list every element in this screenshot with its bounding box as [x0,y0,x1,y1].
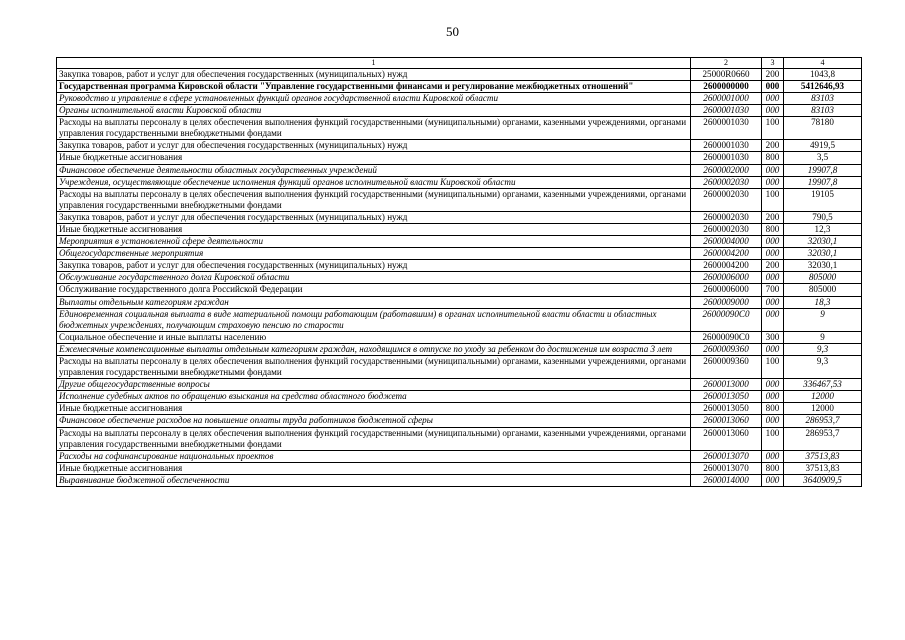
row-type-cell: 000 [762,80,784,92]
row-name-cell: Расходы на выплаты персоналу в целях обеспечения выполнения функций государственными (муниципальными) органами, казенными учреждениями, органами управления государственными внебюджетными фондами [57,117,691,140]
row-amount-cell: 12,3 [784,223,862,235]
row-type-cell: 100 [762,188,784,211]
row-type-cell: 200 [762,140,784,152]
row-amount-cell: 78180 [784,117,862,140]
row-name-cell: Единовременная социальная выплата в виде материальной помощи работающим (работавшим) в органах исполнительной власти области и областных бюджетных учреждениях, получающим страховую пенсию по старости [57,308,691,331]
row-amount-cell: 5412646,93 [784,80,862,92]
row-code-cell: 2600000000 [691,80,762,92]
row-amount-cell: 286953,7 [784,415,862,427]
row-name-cell: Органы исполнительной власти Кировской области [57,105,691,117]
row-amount-cell: 9,3 [784,356,862,379]
table-row [57,379,862,391]
header-cell-name: 1 [57,58,691,69]
table-row [57,260,862,272]
row-amount-cell: 3640909,5 [784,474,862,486]
row-amount-cell: 790,5 [784,211,862,223]
row-code-cell: 26000090С0 [691,308,762,331]
row-amount-cell: 805000 [784,284,862,296]
table-row [57,474,862,486]
row-type-cell: 000 [762,236,784,248]
row-code-cell: 25000R0660 [691,68,762,80]
row-type-cell: 000 [762,105,784,117]
table-row [57,92,862,104]
row-amount-cell: 32030,1 [784,236,862,248]
row-name-cell: Обслуживание государственного долга Кировской области [57,272,691,284]
table-row [57,105,862,117]
table-row [57,415,862,427]
table-row [57,117,862,140]
table-row [57,140,862,152]
page-number: 50 [446,24,459,39]
row-type-cell: 800 [762,403,784,415]
row-name-cell: Другие общегосударственные вопросы [57,379,691,391]
row-code-cell: 2600006000 [691,272,762,284]
budget-table-body [57,58,862,487]
row-amount-cell: 37513,83 [784,450,862,462]
row-code-cell: 2600004200 [691,260,762,272]
row-code-cell: 2600002030 [691,223,762,235]
row-type-cell: 000 [762,272,784,284]
row-code-cell: 2600004000 [691,236,762,248]
row-type-cell: 300 [762,331,784,343]
row-type-cell: 000 [762,474,784,486]
row-amount-cell: 286953,7 [784,427,862,450]
table-header-row [57,58,862,69]
table-row [57,223,862,235]
row-code-cell: 2600004200 [691,248,762,260]
table-row [57,248,862,260]
row-amount-cell: 37513,83 [784,462,862,474]
row-name-cell: Закупка товаров, работ и услуг для обеспечения государственных (муниципальных) нужд [57,260,691,272]
row-name-cell: Исполнение судебных актов по обращению взыскания на средства областного бюджета [57,391,691,403]
row-type-cell: 000 [762,176,784,188]
row-amount-cell: 1043,8 [784,68,862,80]
row-code-cell: 2600001030 [691,140,762,152]
row-code-cell: 2600013070 [691,450,762,462]
row-type-cell: 200 [762,68,784,80]
row-type-cell: 800 [762,152,784,164]
table-row [57,343,862,355]
table-row [57,68,862,80]
row-code-cell: 2600009360 [691,343,762,355]
table-row [57,403,862,415]
table-row [57,356,862,379]
row-name-cell: Иные бюджетные ассигнования [57,152,691,164]
row-name-cell: Выравнивание бюджетной обеспеченности [57,474,691,486]
row-name-cell: Расходы на выплаты персоналу в целях обеспечения выполнения функций государственными (муниципальными) органами, казенными учреждениями, органами управления государственными внебюджетными фондами [57,188,691,211]
row-type-cell: 000 [762,248,784,260]
row-code-cell: 2600006000 [691,284,762,296]
row-type-cell: 100 [762,117,784,140]
row-code-cell: 2600013070 [691,462,762,474]
row-name-cell: Расходы на выплаты персоналу в целях обеспечения выполнения функций государственными (муниципальными) органами, казенными учреждениями, органами управления государственными внебюджетными фондами [57,427,691,450]
row-amount-cell: 9 [784,331,862,343]
row-type-cell: 000 [762,391,784,403]
row-amount-cell: 32030,1 [784,248,862,260]
header-cell-code: 2 [691,58,762,69]
row-type-cell: 000 [762,164,784,176]
table-row [57,450,862,462]
row-name-cell: Финансовое обеспечение деятельности областных государственных учреждений [57,164,691,176]
table-row [57,211,862,223]
row-code-cell: 2600002000 [691,164,762,176]
row-code-cell: 2600013060 [691,415,762,427]
row-amount-cell: 83103 [784,92,862,104]
row-name-cell: Обслуживание государственного долга Российской Федерации [57,284,691,296]
row-type-cell: 100 [762,356,784,379]
row-amount-cell: 12000 [784,391,862,403]
row-code-cell: 2600013000 [691,379,762,391]
table-row [57,308,862,331]
row-code-cell: 2600001030 [691,117,762,140]
row-code-cell: 2600014000 [691,474,762,486]
row-type-cell: 000 [762,308,784,331]
row-type-cell: 000 [762,379,784,391]
row-code-cell: 2600013050 [691,391,762,403]
row-name-cell: Учреждения, осуществляющие обеспечение исполнения функций органов исполнительной власти Кировской области [57,176,691,188]
row-name-cell: Иные бюджетные ассигнования [57,462,691,474]
table-row [57,272,862,284]
row-name-cell: Финансовое обеспечение расходов на повышение оплаты труда работников бюджетной сферы [57,415,691,427]
table-row [57,284,862,296]
table-row [57,152,862,164]
row-type-cell: 200 [762,211,784,223]
row-name-cell: Иные бюджетные ассигнования [57,403,691,415]
row-type-cell: 000 [762,296,784,308]
row-amount-cell: 19907,8 [784,164,862,176]
row-code-cell: 2600002030 [691,211,762,223]
header-cell-type: 3 [762,58,784,69]
row-type-cell: 000 [762,343,784,355]
table-row [57,236,862,248]
row-name-cell: Руководство и управление в сфере установленных функций органов государственной власти Кировской области [57,92,691,104]
row-code-cell: 2600002030 [691,188,762,211]
table-row [57,164,862,176]
row-type-cell: 800 [762,223,784,235]
row-type-cell: 000 [762,415,784,427]
row-amount-cell: 12000 [784,403,862,415]
row-name-cell: Социальное обеспечение и иные выплаты населению [57,331,691,343]
table-row [57,462,862,474]
row-code-cell: 2600009360 [691,356,762,379]
row-name-cell: Расходы на софинансирование национальных проектов [57,450,691,462]
row-type-cell: 800 [762,462,784,474]
row-code-cell: 2600013060 [691,427,762,450]
row-name-cell: Иные бюджетные ассигнования [57,223,691,235]
row-amount-cell: 336467,53 [784,379,862,391]
row-amount-cell: 19907,8 [784,176,862,188]
row-name-cell: Закупка товаров, работ и услуг для обеспечения государственных (муниципальных) нужд [57,68,691,80]
row-amount-cell: 83103 [784,105,862,117]
row-code-cell: 2600013050 [691,403,762,415]
row-amount-cell: 4919,5 [784,140,862,152]
row-name-cell: Выплаты отдельным категориям граждан [57,296,691,308]
row-name-cell: Общегосударственные мероприятия [57,248,691,260]
row-type-cell: 000 [762,92,784,104]
row-name-cell: Закупка товаров, работ и услуг для обеспечения государственных (муниципальных) нужд [57,140,691,152]
row-amount-cell: 9 [784,308,862,331]
row-code-cell: 2600009000 [691,296,762,308]
row-amount-cell: 19105 [784,188,862,211]
row-amount-cell: 32030,1 [784,260,862,272]
row-amount-cell: 18,3 [784,296,862,308]
row-amount-cell: 805000 [784,272,862,284]
table-row [57,391,862,403]
table-row [57,80,862,92]
row-type-cell: 000 [762,450,784,462]
row-code-cell: 26000090С0 [691,331,762,343]
table-row [57,331,862,343]
budget-table [56,57,862,487]
row-amount-cell: 9,3 [784,343,862,355]
header-cell-amount: 4 [784,58,862,69]
row-name-cell: Мероприятия в установленной сфере деятельности [57,236,691,248]
table-row [57,427,862,450]
row-code-cell: 2600002030 [691,176,762,188]
row-name-cell: Государственная программа Кировской области "Управление государственными финансами и регулирование межбюджетных отношений" [57,80,691,92]
table-row [57,176,862,188]
row-name-cell: Закупка товаров, работ и услуг для обеспечения государственных (муниципальных) нужд [57,211,691,223]
row-code-cell: 2600001030 [691,105,762,117]
row-name-cell: Ежемесячные компенсационные выплаты отдельным категориям граждан, находящимся в отпуске по уходу за ребенком до достижения им возраста 3 лет [57,343,691,355]
row-type-cell: 200 [762,260,784,272]
row-type-cell: 100 [762,427,784,450]
row-amount-cell: 3,5 [784,152,862,164]
row-code-cell: 2600001000 [691,92,762,104]
row-type-cell: 700 [762,284,784,296]
row-name-cell: Расходы на выплаты персоналу в целях обеспечения выполнения функций государственными (муниципальными) органами, казенными учреждениями, органами управления государственными внебюджетными фондами [57,356,691,379]
table-row [57,188,862,211]
table-row [57,296,862,308]
row-code-cell: 2600001030 [691,152,762,164]
